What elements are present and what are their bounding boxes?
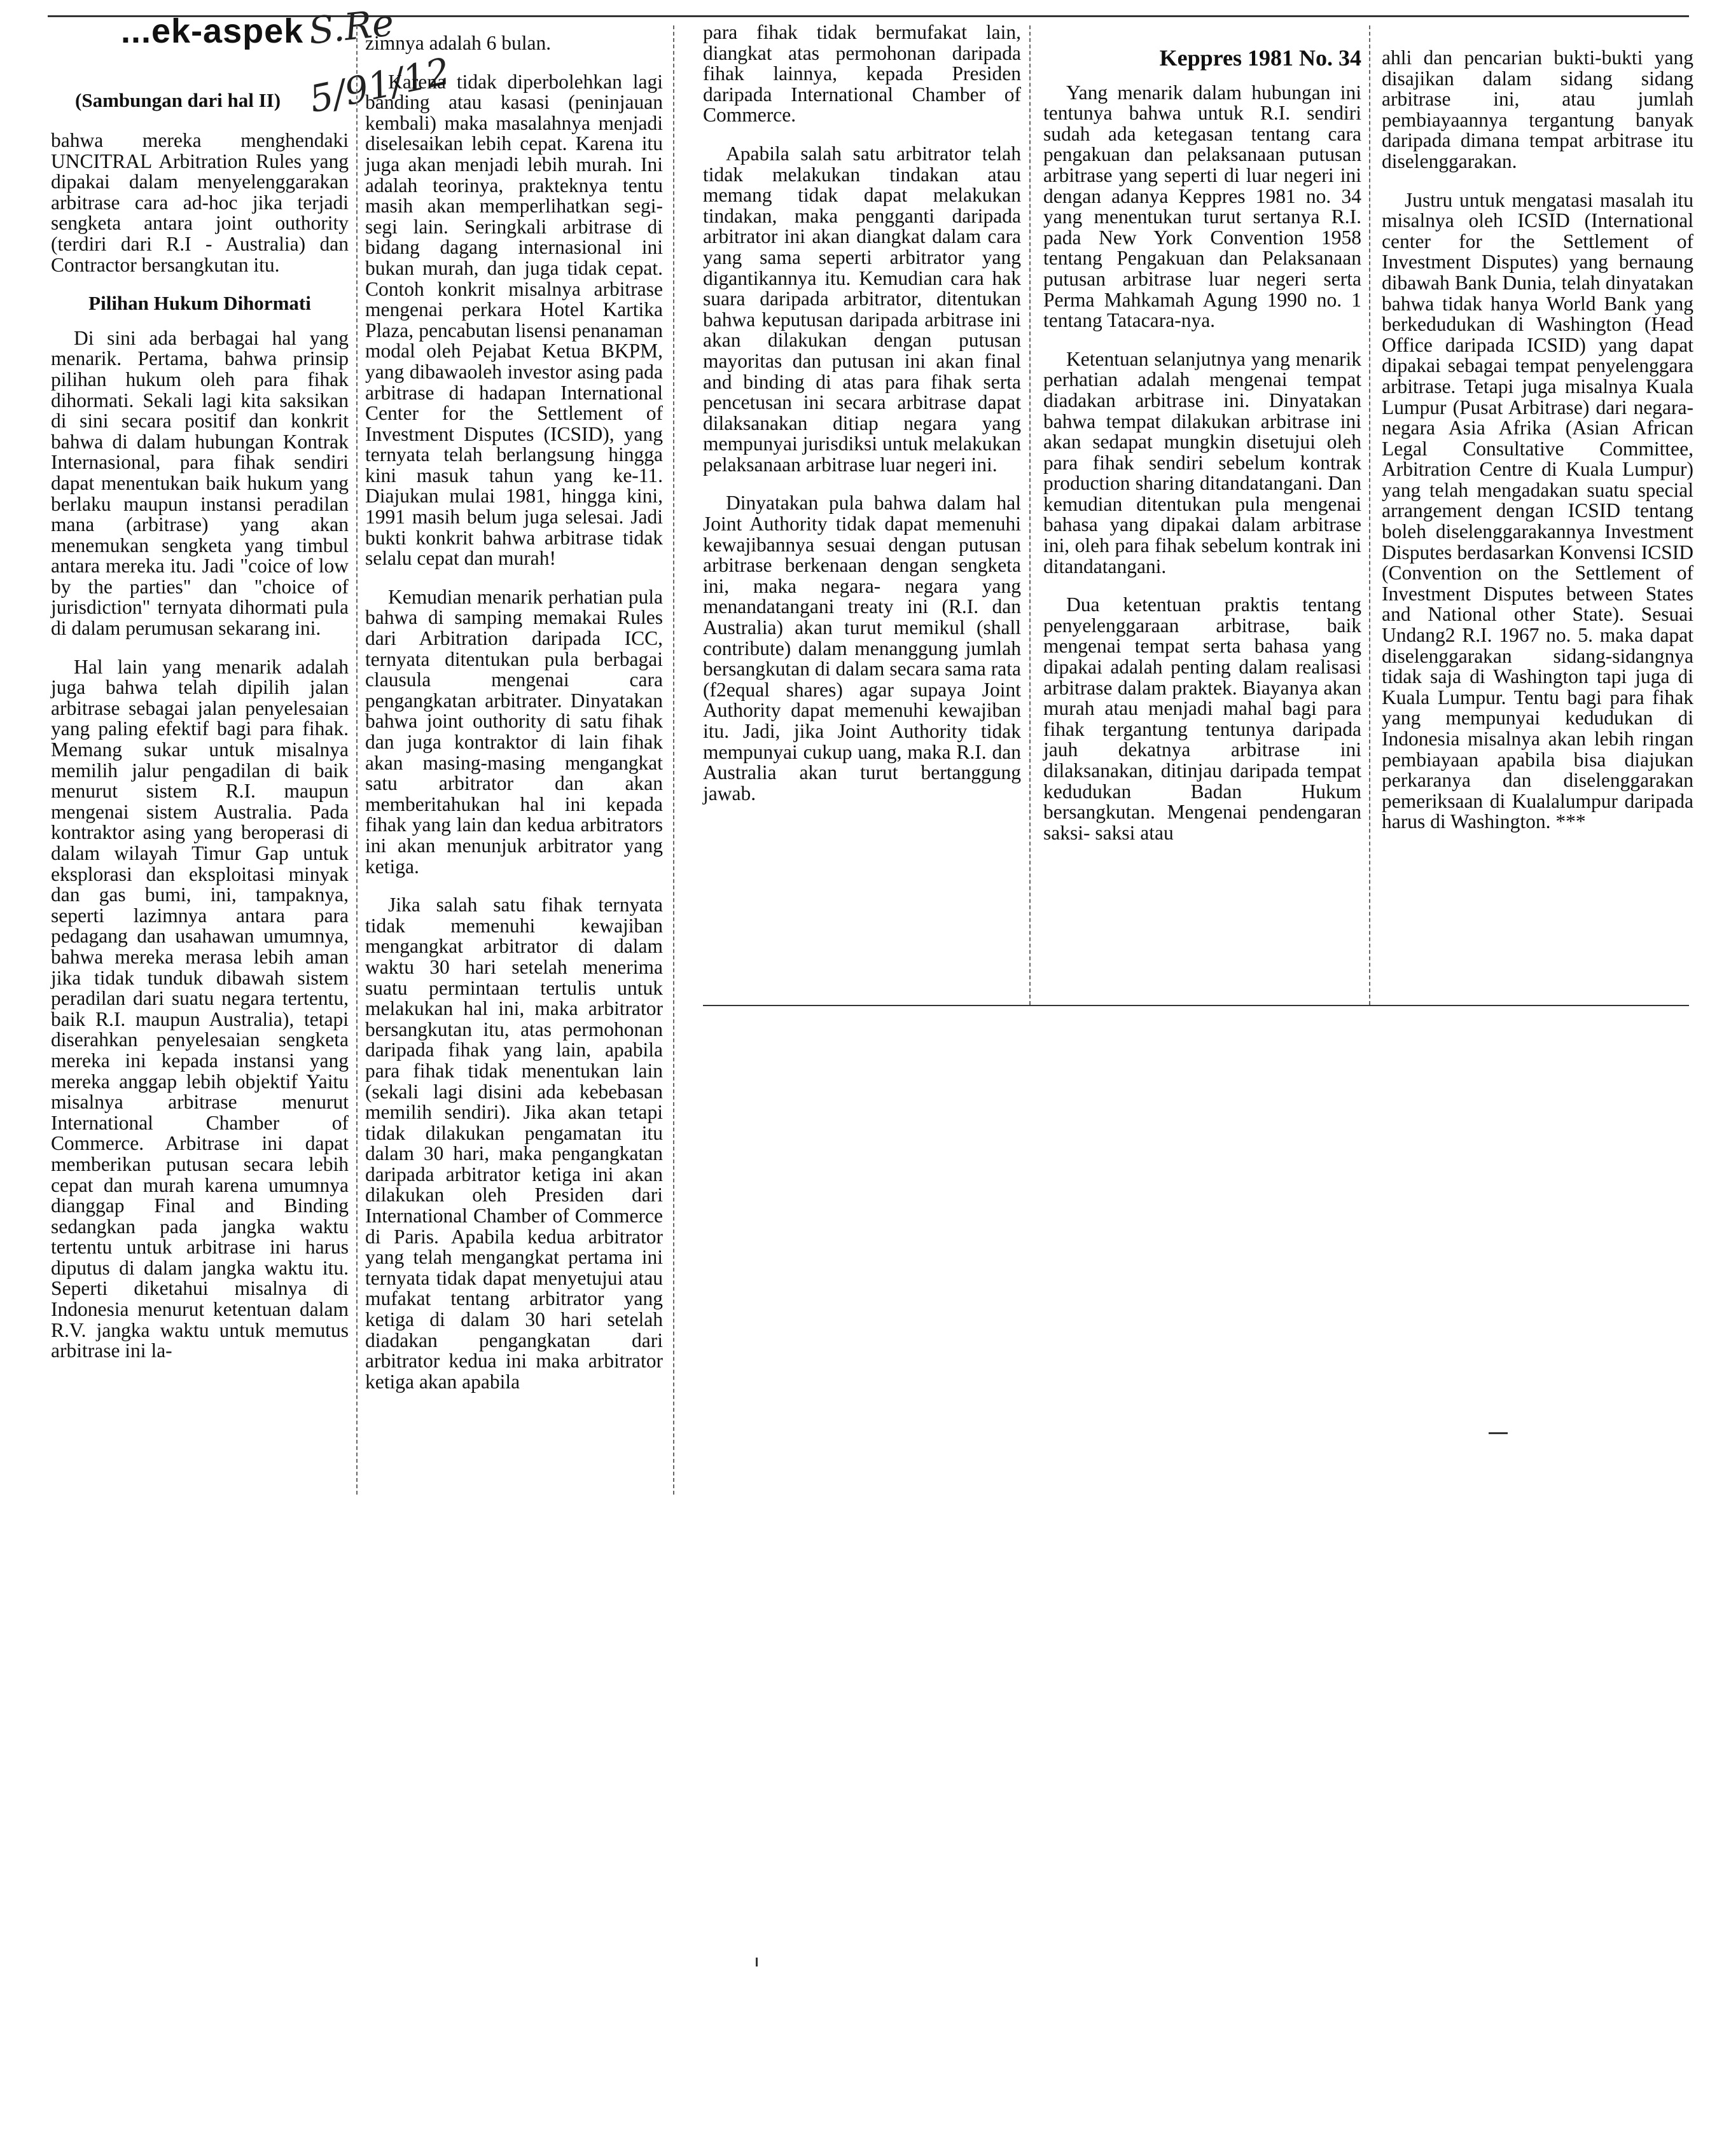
column-divider [356,25,358,1495]
paragraph: Justru untuk mengatasi masalah itu misalnya oleh ICSID (International center for the Settlement of Investment Disputes) yang bernaung dibawah Bank Dunia, telah dinyatakan bahwa tidak hanya World Bank yang berkedudukan di Washington (Head Office daripada ICSID) yang dapat dipakai sebagai tempat penyelenggara arbitrase. Tetapi juga misalnya Kuala Lumpur (Pusat Arbitrase) dari negara-negara Asia Afrika (Asian African Legal Consultative Committee, Arbitration Centre di Kuala Lumpur) yang telah mengadakan suatu special arrangement dengan ICSID tentang boleh diselenggarakannya Investment Disputes berdasarkan Konvensi ICSID (Convention on the Settlement of Investment Disputes between States and National other State). Sesuai Undang2 R.I. 1967 no. 5. maka dapat diselenggarakan sidang-sidangnya tidak saja di Washington tapi juga di Kuala Lumpur. Tentu bagi para fihak yang mempunyai kedudukan di Indonesia misalnya akan lebih ringan pembiayaan apabila bisa diajukan perkaranya dan diselenggarakan pemeriksaan di Kualalumpur daripada harus di Washington. *** [1382,188,1693,833]
article-subtitle: (Sambungan dari hal II) [75,89,281,111]
paragraph: Karena tidak diperbolehkan lagi banding atau kasasi (peninjauan kembali) maka masalahnya menjadi diselesaikan lebih cepat. Karena itu juga akan menjadi lebih murah. Ini adalah teorinya, prakteknya tentu masih akan memperlihatkan segi-segi lain. Seringkali arbitrase di bidang dagang internasional ini bukan murah, dan juga tidak cepat. Contoh konkrit misalnya arbitrase mengenai perkara Hotel Kartika Plaza, pencabutan lisensi penanaman modal oleh Pejabat Ketua BKPM, yang dibawaoleh investor asing pada arbitrase di hadapan International Center for the Settlement of Investment Disputes (ICSID), yang ternyata telah berlangsung hingga kini masuk tahun yang ke-11. Diajukan mulai 1981, hingga kini, 1991 masih belum juga selesai. Jadi bukti konkrit bahwa arbitrase tidak selalu cepat dan murah! [365,70,663,570]
column-divider [1369,25,1370,1005]
paragraph: Kemudian menarik perhatian pula bahwa di samping memakai Rules dari Arbitration daripada ICC, ternyata ditentukan pula berbagai clausula mengenai cara pengangkatan arbitrater. Dinyatakan bahwa joint outhority di satu fihak dan juga kontraktor di lain fihak akan masing-masing mengangkat satu arbitrator dan akan memberitahukan hal ini kepada fihak yang lain dan kedua arbitrators ini akan menunjuk arbitrator yang ketiga. [365,585,663,878]
paragraph: ahli dan pencarian bukti-bukti yang disajikan dalam sidang sidang arbitrase ini, atau jumlah pembiayaannya tergantung banyak daripada dimana tempat arbitrase itu diselenggarakan. [1382,46,1693,172]
column-divider [673,25,674,1495]
article-title: ...ek-aspek [121,12,304,50]
handwritten-date: 5/91/12 [305,49,454,121]
paragraph: Dinyatakan pula bahwa dalam hal Joint Authority tidak dapat memenuhi kewajibannya sesuai dengan putusan arbitrase berkenaan dengan sengketa ini, maka negara- negara yang menandatangani treaty ini (R.I. dan Australia) akan turut memikul (shall contribute) dalam menanggung jumlah bersangkutan di dalam secara sama rata (f2equal shares) agar supaya Joint Authority dapat memenuhi kewajiban itu. Jadi, jika Joint Authority tidak mempunyai cukup uang, maka R.I. dan Australia akan turut bertanggung jawab. [703,492,1021,805]
paragraph: para fihak tidak bermufakat lain, diangkat atas permohonan daripada fihak lainnya, kepada Presiden daripada International Chamber of Commerce. [703,21,1021,127]
paragraph: Yang menarik dalam hubungan ini tentunya bahwa untuk R.I. sendiri sudah ada ketegasan tentang cara pengakuan dan pelaksanaan putusan arbitrase yang seperti di luar negeri ini dengan adanya Keppres 1981 no. 34 yang menentukan turut sertanya R.I. pada New York Convention 1958 tentang Pengakuan dan Pelaksanaan putusan arbitrase luar negeri serta Perma Mahkamah Agung 1990 no. 1 tentang Tatacara-nya. [1043,81,1361,332]
section-heading: Keppres 1981 No. 34 [1159,45,1361,71]
paragraph: bahwa mereka menghendaki UNCITRAL Arbitration Rules yang dipakai dalam menyelenggarakan arbitrase cara ad-hoc jika terjadi sengketa antara joint outhority (terdiri dari R.I - Australia) dan Contractor bersangkutan itu. [51,129,349,276]
handwritten-note: S.Re [306,1,396,53]
paragraph: Di sini ada berbagai hal yang menarik. Pertama, bahwa prinsip pilihan hukum oleh para fihak dihormati. Sekali lagi kita saksikan di sini secara positif dan konkrit bahwa di dalam hubungan Kontrak Internasional, para fihak sendiri dapat menentukan baik hukum yang berlaku maupun instansi peradilan mana (arbitrase) yang akan menemukan sengketa yang timbul antara mereka itu. Jadi "coice of low by the parties" dan "choice of jurisdiction" ternyata dihormati pula di dalam perumusan sekarang ini. [51,326,349,640]
column-1 [51,130,349,1379]
paragraph: zimnya adalah 6 bulan. [365,32,552,54]
bottom-rule [703,1005,1689,1006]
column-5 [1382,48,1693,850]
scan-mark [756,1958,758,1966]
paragraph: Dua ketentuan praktis tentang penyelenggaraan arbitrase, baik mengenai tempat serta bahasa yang dipakai adalah penting dalam realisasi arbitrase dalam praktek. Biayanya akan murah atau menjadi mahal bagi para fihak tergantung tentunya daripada jauh dekatnya arbitrase ini dilaksanakan, ditinjau daripada tempat kedudukan Badan Hukum bersangkutan. Mengenai pendengaran saksi- saksi atau [1043,593,1361,844]
column-2 [365,33,663,1410]
column-divider [1029,25,1031,1005]
paragraph: Apabila salah satu arbitrator telah tidak melakukan tindakan atau memang tidak dapat melakukan tindakan, maka pengganti daripada arbitrator ini akan diangkat dalam cara yang sama seperti arbitrator yang digantikannya itu. Kemudian cara hak suara daripada arbitrator, ditentukan bahwa keputusan daripada arbitrase ini akan dilakukan dengan putusan mayoritas dan putusan ini akan final and binding di atas para fihak serta pencetusan ini secara arbitrase dapat dilaksanakan ditiap negara yang mempunyai jurisdiksi untuk melakukan pelaksanaan arbitrase luar negeri ini. [703,142,1021,476]
column-3 [703,22,1021,822]
section-heading: Pilihan Hukum Dihormati [88,292,311,315]
paragraph: Hal lain yang menarik adalah juga bahwa telah dipilih jalan arbitrase sebagai jalan penyelesaian yang paling efektif bagi para fihak. Memang sukar untuk misalnya memilih jalur pengadilan di baik menurut sistem R.I. maupun mengenai sistem Australia. Pada kontraktor asing yang beroperasi di dalam wilayah Timur Gap untuk eksplorasi dan eksploitasi minyak dan gas bumi, ini, tampaknya, seperti lazimnya antara para pedagang dan usahawan umumnya, bahwa mereka merasa lebih aman jika tidak tunduk dibawah sistem peradilan dari suatu negara tertentu, baik R.I. maupun Australia), tetapi diserahkan penyelesaian sengketa mereka ini kepada instansi yang mereka anggap lebih objektif Yaitu misalnya arbitrase menurut International Chamber of Commerce. Arbitrase ini dapat memberikan putusan secara lebih cepat dan murah karena umumnya dianggap Final and Binding sedangkan pada jangka waktu tertentu untuk arbitrase ini harus diputus di dalam jangka waktu itu. Seperti diketahui misalnya di Indonesia menurut ketentuan dalam R.V. jangka waktu untuk memutus arbitrase ini la- [51,655,349,1362]
column-4 [1043,45,1361,861]
paragraph: Jika salah satu fihak ternyata tidak memenuhi kewajiban mengangkat arbitrator di dalam waktu 30 hari setelah menerima suatu permintaan tertulis untuk melakukan hal ini, maka arbitrator bersangkutan itu, atas permohonan daripada fihak yang lain, apabila para fihak tidak menentukan lain (sekali lagi disini ada kebebasan memilih sendiri). Jika akan tetapi tidak dilakukan pengamatan itu dalam 30 hari, maka pengangkatan daripada arbitrator ketiga ini akan dilakukan oleh Presiden dari International Chamber of Commerce di Paris. Apabila kedua arbitrator yang telah mengangkat pertama ini ternyata tidak dapat menyetujui atau mufakat tentang arbitrator yang ketiga di dalam 30 hari setelah diadakan pengangkatan dari arbitrator kedua ini maka arbitrator ketiga akan apabila [365,894,663,1393]
paragraph: Ketentuan selanjutnya yang menarik perhatian adalah mengenai tempat diadakan arbitrase ini. Dinyatakan bahwa tempat dilakukan arbitrase ini akan sedapat mungkin disetujui oleh para fihak sendiri sebelum kontrak production sharing ditandatangani. Dan kemudian ditentukan pula mengenai bahasa yang dipakai dalam arbitrase ini, oleh para fihak sebelum kontrak ini ditandatangani. [1043,347,1361,577]
scan-mark [1489,1432,1508,1434]
